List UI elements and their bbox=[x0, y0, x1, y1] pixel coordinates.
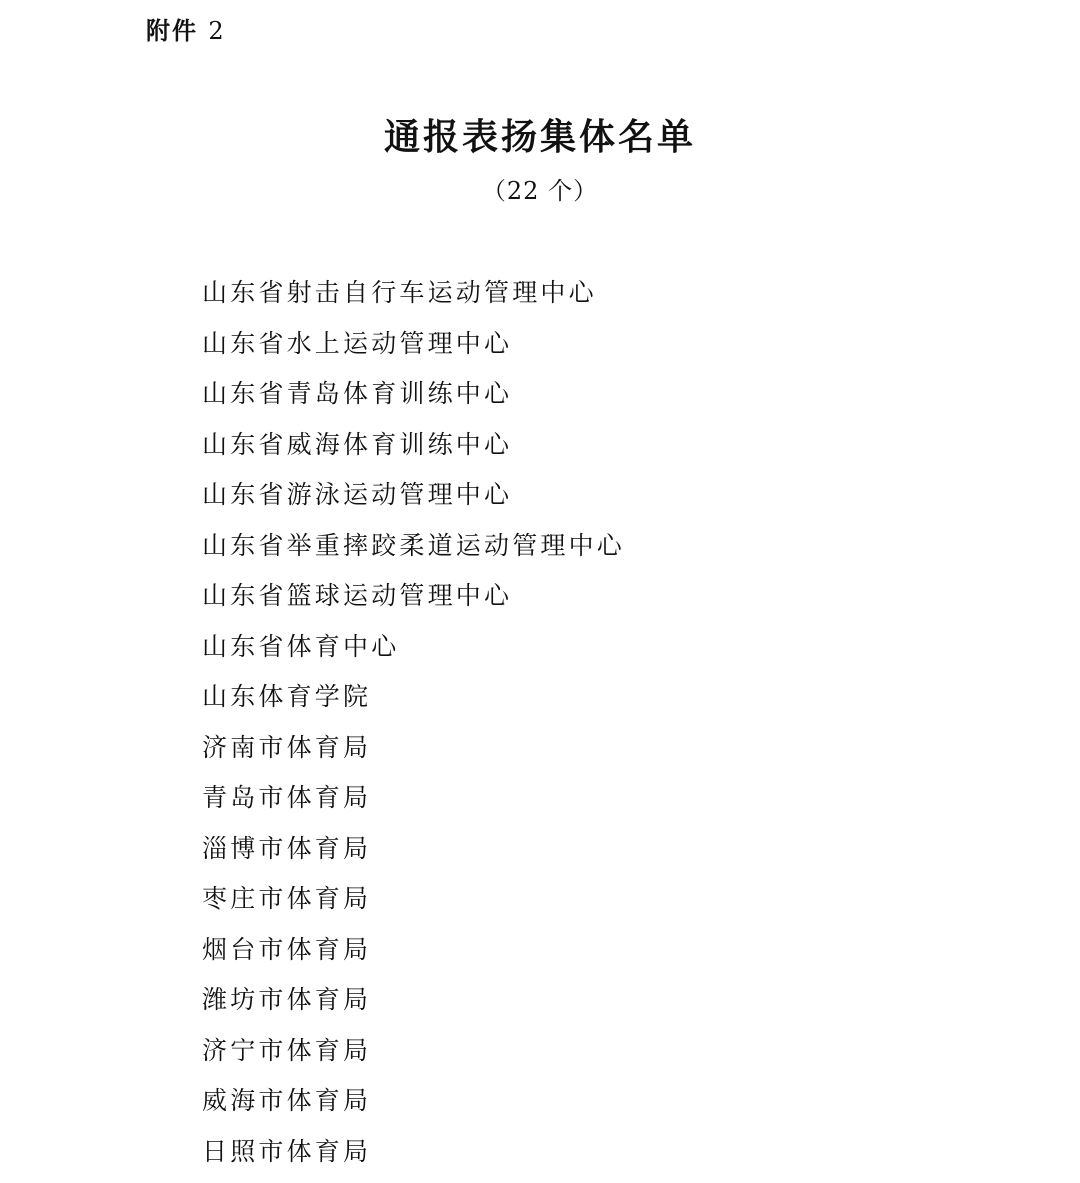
list-item: 山东省篮球运动管理中心 bbox=[202, 581, 513, 610]
list-item: 青岛市体育局 bbox=[202, 783, 372, 812]
list-item: 济宁市体育局 bbox=[202, 1035, 372, 1065]
list-item: 烟台市体育局 bbox=[202, 934, 372, 964]
list-item: 日照市体育局 bbox=[202, 1136, 372, 1166]
collective-count: （22 个） bbox=[481, 177, 599, 205]
list-item: 山东体育学院 bbox=[202, 682, 372, 711]
collective-name-list bbox=[202, 270, 625, 1179]
list-item: 山东省举重摔跤柔道运动管理中心 bbox=[202, 530, 626, 560]
list-item: 淄博市体育局 bbox=[202, 833, 372, 863]
list-item: 山东省青岛体育训练中心 bbox=[202, 379, 513, 408]
list-item: 山东省体育中心 bbox=[202, 631, 400, 661]
list-item: 山东省射击自行车运动管理中心 bbox=[202, 278, 597, 307]
list-item: 枣庄市体育局 bbox=[202, 884, 372, 913]
list-item: 威海市体育局 bbox=[202, 1086, 372, 1115]
list-item: 山东省威海体育训练中心 bbox=[202, 429, 513, 459]
list-item: 济南市体育局 bbox=[202, 732, 372, 762]
attachment-label bbox=[146, 14, 226, 48]
list-item: 山东省游泳运动管理中心 bbox=[202, 480, 513, 509]
document-title: 通报表扬集体名单 bbox=[383, 116, 696, 158]
list-item: 潍坊市体育局 bbox=[202, 985, 372, 1014]
attachment-text: 附件 bbox=[146, 17, 198, 45]
attachment-number: 2 bbox=[208, 17, 226, 45]
list-item: 山东省水上运动管理中心 bbox=[202, 328, 513, 358]
